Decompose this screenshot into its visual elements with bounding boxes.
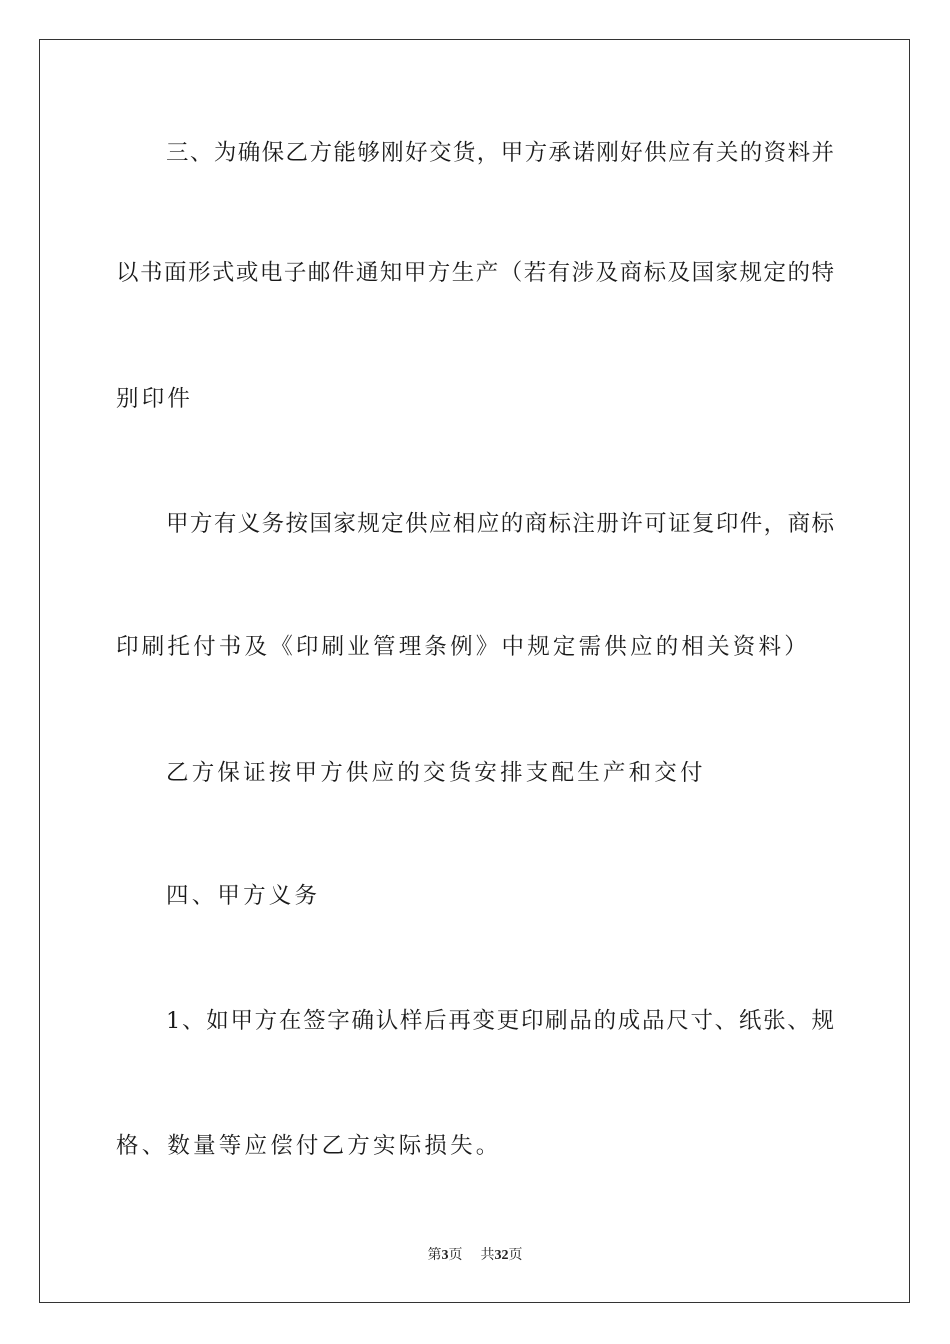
page-border [39,39,910,1303]
paragraph-line-6: 乙方保证按甲方供应的交货安排支配生产和交付 [166,760,706,786]
paragraph-line-3: 别印件 [116,386,194,412]
page-footer [0,1247,950,1265]
paragraph-line-1: 三、为确保乙方能够刚好交货，甲方承诺刚好供应有关的资料并 [166,140,834,166]
paragraph-line-2: 以书面形式或电子邮件通知甲方生产（若有涉及商标及国家规定的特 [116,260,834,286]
paragraph-line-5: 印刷托付书及《印刷业管理条例》中规定需供应的相关资料） [116,634,810,660]
section-heading: 四、甲方义务 [166,883,321,909]
footer-page-suffix: 页 [448,1248,463,1263]
footer-total-prefix: 共 [480,1248,495,1263]
paragraph-line-4: 甲方有义务按国家规定供应相应的商标注册许可证复印件，商标 [166,511,834,537]
paragraph-line-8: 1、如甲方在签字确认样后再变更印刷品的成品尺寸、纸张、规 [166,1008,834,1034]
footer-total-suffix: 页 [508,1248,523,1263]
footer-page-prefix: 第 [427,1248,442,1263]
footer-page-number: 3 [441,1248,449,1263]
paragraph-line-9: 格、数量等应偿付乙方实际损失。 [116,1133,502,1159]
footer-total-pages: 32 [494,1248,509,1263]
